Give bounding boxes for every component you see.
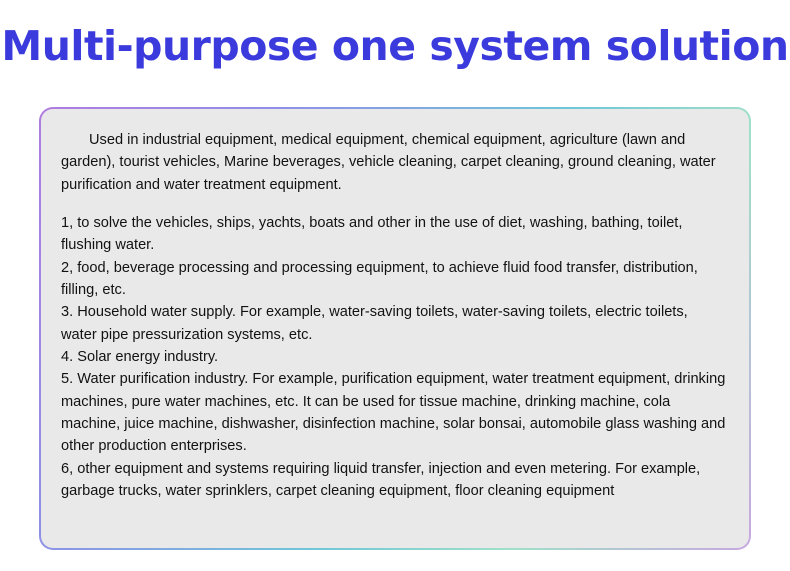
list-item: 5. Water purification industry. For example, purification equipment, water treatment equipment, drinking machines, pure water machines, etc. It can be used for tissue machine, drinking machine, cola machine, juice machine, dishwasher, disinfection machine, solar bonsai, automobile glass washing and other production enterprises. [61,371,726,455]
content-card-inner [41,109,749,548]
list-item: 6, other equipment and systems requiring liquid transfer, injection and even metering. For example, garbage trucks, water sprinklers, carpet cleaning equipment, floor cleaning equipment [61,460,701,499]
page-title: Multi-purpose one system solution [1,22,789,70]
list-item: 3. Household water supply. For example, water-saving toilets, water-saving toilets, electric toilets, water pipe pressurization systems, etc. [61,304,688,343]
intro-paragraph: Used in industrial equipment, medical equipment, chemical equipment, agriculture (lawn and garden), tourist vehicles, Marine beverages, vehicle cleaning, carpet cleaning, ground cleaning, water purification and water treatment equipment. [61,132,716,193]
content-card [39,107,751,550]
list-item: 1, to solve the vehicles, ships, yachts, boats and other in the use of diet, washing, bathing, toilet, flushing water. [61,214,683,254]
body-text [61,129,727,502]
list-item: 2, food, beverage processing and processing equipment, to achieve fluid food transfer, distribution, filling, etc. [61,259,698,298]
list-item: 4. Solar energy industry. [61,348,219,365]
